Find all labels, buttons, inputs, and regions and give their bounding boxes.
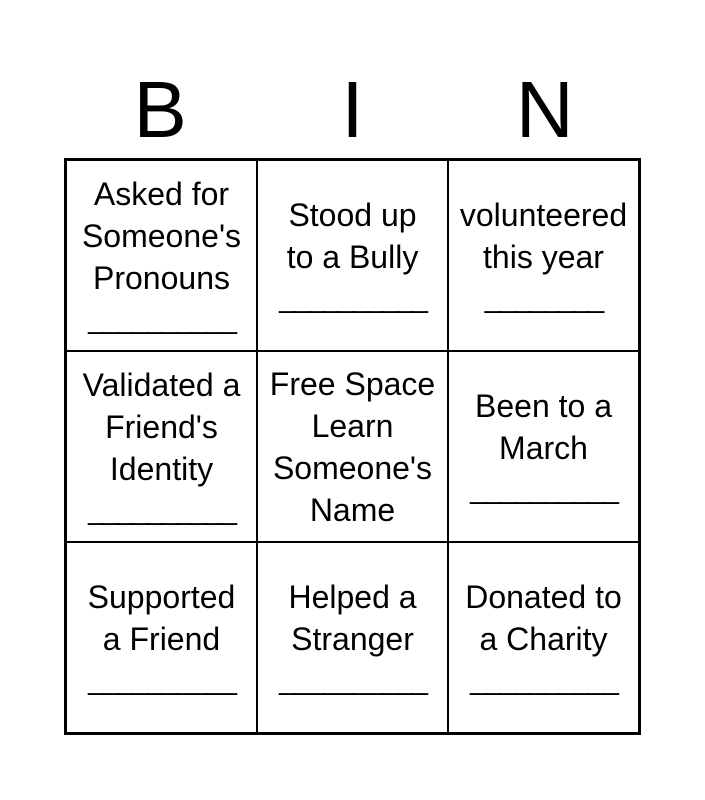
- cell-text: volunteered this year: [459, 196, 628, 275]
- cell-text: Been to a March: [475, 387, 612, 466]
- bingo-cell: [448, 351, 639, 542]
- bingo-cell: [66, 351, 257, 542]
- bingo-cell: [448, 542, 639, 733]
- bingo-cell: [257, 160, 448, 351]
- free-space-cell: [257, 351, 448, 542]
- signature-line: __________: [88, 301, 235, 335]
- cell-text: Supported a Friend: [87, 578, 236, 657]
- bingo-header: [64, 62, 641, 158]
- signature-line: __________: [470, 662, 617, 696]
- signature-line: __________: [88, 662, 235, 696]
- cell-text: Helped a Stranger: [288, 578, 417, 657]
- bingo-cell: [448, 160, 639, 351]
- bingo-cell: [66, 542, 257, 733]
- signature-line: ________: [484, 280, 603, 314]
- signature-line: __________: [279, 662, 426, 696]
- cell-text: Stood up to a Bully: [286, 196, 419, 275]
- header-letter-i: I: [341, 65, 364, 154]
- bingo-board: [64, 158, 641, 735]
- signature-line: __________: [470, 471, 617, 505]
- bingo-cell: [66, 160, 257, 351]
- cell-text: Free Space Learn Someone's Name: [269, 365, 436, 528]
- signature-line: __________: [88, 492, 235, 526]
- header-letter-n: N: [515, 65, 574, 154]
- header-letter-b: B: [133, 65, 187, 154]
- cell-text: Donated to a Charity: [465, 578, 622, 657]
- signature-line: __________: [279, 280, 426, 314]
- cell-text: Asked for Someone's Pronouns: [81, 175, 242, 296]
- cell-text: Validated a Friend's Identity: [82, 366, 241, 487]
- bingo-cell: [257, 542, 448, 733]
